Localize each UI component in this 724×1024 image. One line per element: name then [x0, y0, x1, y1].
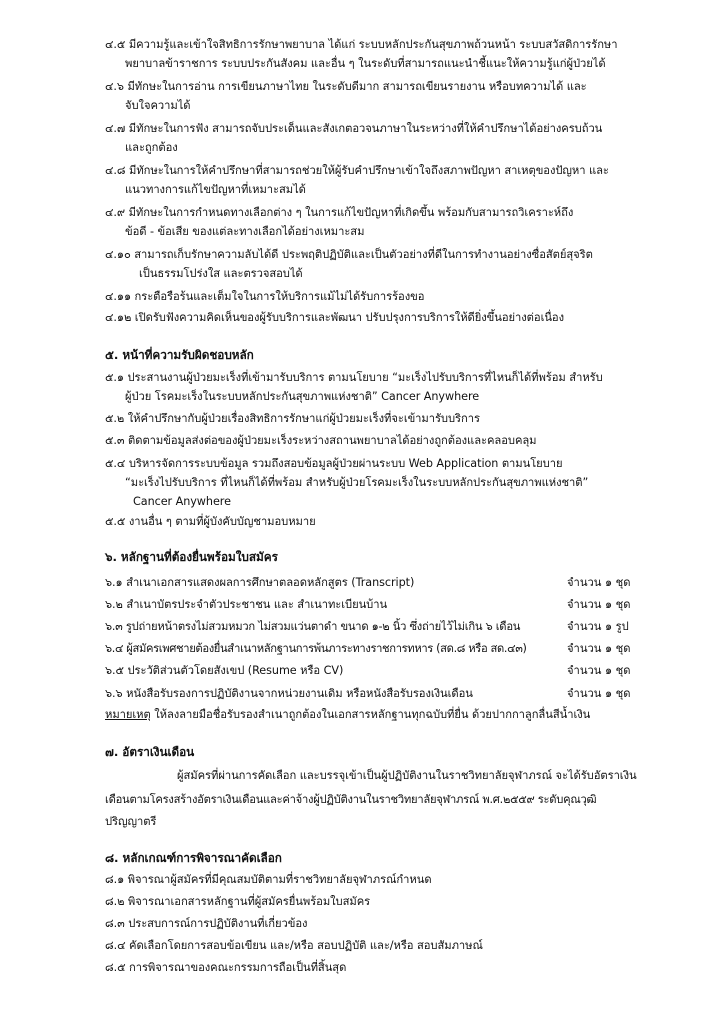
item-6-4-quantity: จำนวน ๑ ชุด — [567, 642, 631, 655]
item-6-6: ๖.๖ หนังสือรับรองการปฏิบัติงานจากหน่วยงานเดิม หรือหนังสือรับรองเงินเดือน — [105, 687, 473, 700]
item-4-5-line-1: ๔.๕ มีความรู้และเข้าใจสิทธิการรักษาพยาบาล ได้แก่ ระบบหลักประกันสุขภาพถ้วนหน้า ระบบสวัสดิการรักษา — [105, 38, 618, 51]
item-5-4-line-2: “มะเร็งไปรับบริการ ที่ไหนก็ได้ที่พร้อม สำหรับผู้ป่วยโรคมะเร็งในระบบหลักประกันสุขภาพแห่งชาติ” — [125, 476, 589, 489]
note-label: หมายเหตุ — [105, 708, 151, 721]
item-4-9-line-2: ข้อดี - ข้อเสีย ของแต่ละทางเลือกได้อย่างเหมาะสม — [125, 225, 365, 238]
item-4-9-line-1: ๔.๙ มีทักษะในการกำหนดทางเลือกต่าง ๆ ในการแก้ไขปัญหาที่เกิดขึ้น พร้อมกับสามารถวิเคราะห์ถึง — [105, 206, 574, 219]
item-5-5: ๕.๕ งานอื่น ๆ ตามที่ผู้บังคับบัญชามอบหมาย — [105, 515, 316, 528]
item-5-1-line-2: ผู้ป่วย โรคมะเร็งในระบบหลักประกันสุขภาพแห่งชาติ” Cancer Anywhere — [125, 390, 480, 403]
item-8-4: ๘.๔ คัดเลือกโดยการสอบข้อเขียน และ/หรือ สอบปฏิบัติ และ/หรือ สอบสัมภาษณ์ — [105, 939, 483, 952]
item-6-1-quantity: จำนวน ๑ ชุด — [567, 576, 631, 589]
item-4-11: ๔.๑๑ กระตือรือร้นและเต็มใจในการให้บริการแม้ไม่ได้รับการร้องขอ — [105, 290, 425, 303]
item-4-6-line-1: ๔.๖ มีทักษะในการอ่าน การเขียนภาษาไทย ในระดับดีมาก สามารถเขียนรายงาน หรือบทความได้ และ — [105, 80, 587, 93]
item-6-3-quantity: จำนวน ๑ รูป — [567, 620, 629, 633]
item-4-10-line-1: ๔.๑๐ สามารถเก็บรักษาความลับได้ดี ประพฤติปฏิบัติและเป็นตัวอย่างที่ดีในการทำงานอย่างซื่อสัตย์สุจริต — [105, 248, 593, 261]
item-8-2: ๘.๒ พิจารณาเอกสารหลักฐานที่ผู้สมัครยื่นพร้อมใบสมัคร — [105, 895, 371, 908]
salary-line-1: ผู้สมัครที่ผ่านการคัดเลือก และบรรจุเข้าเป็นผู้ปฏิบัติงานในราชวิทยาลัยจุฬาภรณ์ จะได้รับอัตราเงิน — [177, 769, 637, 782]
section-6-heading: ๖. หลักฐานที่ต้องยื่นพร้อมใบสมัคร — [105, 550, 278, 564]
item-6-5: ๖.๕ ประวัติส่วนตัวโดยสังเขป (Resume หรือ CV) — [105, 664, 344, 677]
item-5-1-line-1: ๕.๑ ประสานงานผู้ป่วยมะเร็งที่เข้ามารับบริการ ตามนโยบาย “มะเร็งไปรับบริการที่ไหนก็ได้ที่พร้อม สำหรับ — [105, 371, 603, 384]
section-7-heading: ๗. อัตราเงินเดือน — [105, 745, 195, 759]
item-5-2: ๕.๒ ให้คำปรึกษากับผู้ป่วยเรื่องสิทธิการรักษาแก่ผู้ป่วยมะเร็งที่จะเข้ามารับบริการ — [105, 412, 480, 425]
item-4-12: ๔.๑๒ เปิดรับฟังความคิดเห็นของผู้รับบริการและพัฒนา ปรับปรุงการบริการให้ดียิ่งขึ้นอย่างต่อเนื่อง — [105, 311, 565, 324]
item-8-3: ๘.๓ ประสบการณ์การปฏิบัติงานที่เกี่ยวข้อง — [105, 917, 308, 930]
item-4-8-line-2: แนวทางการแก้ไขปัญหาที่เหมาะสมได้ — [125, 183, 306, 196]
section-6-note — [105, 707, 590, 723]
item-6-1: ๖.๑ สำเนาเอกสารแสดงผลการศึกษาตลอดหลักสูตร (Transcript) — [105, 576, 415, 589]
item-6-2: ๖.๒ สำเนาบัตรประจำตัวประชาชน และ สำเนาทะเบียนบ้าน — [105, 598, 388, 611]
note-text: ให้ลงลายมือชื่อรับรองสำเนาถูกต้องในเอกสารหลักฐานทุกฉบับที่ยื่น ด้วยปากกาลูกลื่นสีน้ำเงิน — [150, 708, 591, 721]
item-5-3: ๕.๓ ติดตามข้อมูลส่งต่อของผู้ป่วยมะเร็งระหว่างสถานพยาบาลได้อย่างถูกต้องและคลอบคลุม — [105, 434, 537, 447]
salary-line-2: เดือนตามโครงสร้างอัตราเงินเดือนและค่าจ้างผู้ปฏิบัติงานในราชวิทยาลัยจุฬาภรณ์ พ.ศ.๒๕๕๙ ระดับคุณวุฒิ — [105, 793, 597, 806]
section-5-heading: ๕. หน้าที่ความรับผิดชอบหลัก — [105, 348, 254, 362]
item-6-3: ๖.๓ รูปถ่ายหน้าตรงไม่สวมหมวก ไม่สวมแว่นตาดำ ขนาด ๑-๒ นิ้ว ซึ่งถ่ายไว้ไม่เกิน ๖ เดือน — [105, 620, 521, 633]
item-4-8-line-1: ๔.๘ มีทักษะในการให้คำปรึกษาที่สามารถช่วยให้ผู้รับคำปรึกษาเข้าใจถึงสภาพปัญหา สาเหตุของปัญหา และ — [105, 164, 609, 177]
item-4-7-line-2: และถูกต้อง — [125, 141, 178, 154]
salary-line-3: ปริญญาตรี — [105, 815, 157, 828]
section-8-heading: ๘. หลักเกณฑ์การพิจารณาคัดเลือก — [105, 851, 282, 865]
item-6-2-quantity: จำนวน ๑ ชุด — [567, 598, 631, 611]
item-5-4-line-3: Cancer Anywhere — [133, 495, 231, 508]
item-8-5: ๘.๕ การพิจารณาของคณะกรรมการถือเป็นที่สิ้นสุด — [105, 961, 347, 974]
item-5-4-line-1: ๕.๔ บริหารจัดการระบบข้อมูล รวมถึงสอบข้อมูลผู้ป่วยผ่านระบบ Web Application ตามนโยบาย — [105, 457, 563, 470]
item-4-7-line-1: ๔.๗ มีทักษะในการฟัง สามารถจับประเด็นและสังเกตอวจนภาษาในระหว่างที่ให้คำปรึกษาได้อย่างครบถ้วน — [105, 122, 603, 135]
item-6-6-quantity: จำนวน ๑ ชุด — [567, 687, 631, 700]
item-8-1: ๘.๑ พิจารณาผู้สมัครที่มีคุณสมบัติตามที่ราชวิทยาลัยจุฬาภรณ์กำหนด — [105, 873, 432, 886]
item-6-4: ๖.๔ ผู้สมัครเพศชายต้องยื่นสำเนาหลักฐานการพ้นภาระทางราชการทหาร (สด.๘ หรือ สด.๔๓) — [105, 642, 527, 655]
item-4-6-line-2: จับใจความได้ — [125, 99, 191, 112]
item-4-10-line-2: เป็นธรรมโปร่งใส และตรวจสอบได้ — [139, 267, 303, 280]
item-6-5-quantity: จำนวน ๑ ชุด — [567, 664, 631, 677]
item-4-5-line-2: พยาบาลข้าราชการ ระบบประกันสังคม และอื่น ๆ ในระดับที่สามารถแนะนำชี้แนะให้ความรู้แก่ผู้ป่วยได้ — [125, 57, 606, 70]
